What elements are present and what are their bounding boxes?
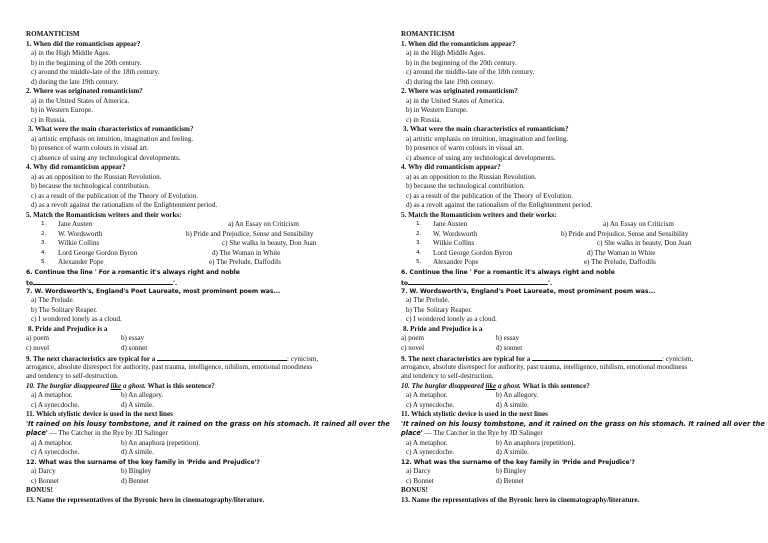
option: c) novel xyxy=(26,343,50,352)
question-9-line-3: and tendency to self-destruction. xyxy=(401,372,494,380)
question-10: 10. The burglar disappeared like a ghost. What is this sentence? xyxy=(401,381,590,390)
option: a) poem xyxy=(401,334,425,342)
option: c) A synecdoche. xyxy=(406,448,455,456)
option: c) as a result of the publication of the Theory of Evolution. xyxy=(31,191,198,200)
option: c) I wondered lonely as a cloud. xyxy=(406,315,497,323)
answer-blank xyxy=(408,277,548,285)
option: c) Bonnet xyxy=(406,476,434,485)
match-row xyxy=(401,258,753,268)
answer-blank xyxy=(157,353,287,361)
match-number: 5. xyxy=(41,259,47,265)
question-6: 6. Continue the line ' For a romantic it's always right and noble xyxy=(26,268,240,276)
question-4: 4. Why did romanticism appear? xyxy=(26,163,126,171)
option: c) Bonnet xyxy=(31,476,59,485)
match-number: 5. xyxy=(416,259,422,265)
option: d) as a revolt against the rationalism of the Enlightenment period. xyxy=(31,201,218,209)
option: a) in the United States of America. xyxy=(31,96,130,105)
question-13: 13. Name the representatives of the Byronic hero in cinematography/literature. xyxy=(401,495,640,504)
option: d) during the late 19th century. xyxy=(406,77,494,86)
option: b) An anaphora (repetition). xyxy=(121,438,201,447)
option: a) Darcy xyxy=(31,467,56,475)
option: a) artistic emphasis on intuition, imagination and feeling. xyxy=(31,134,194,143)
match-writer: Jane Austen xyxy=(58,220,93,228)
question-5: 5. Match the Romanticism writers and their works: xyxy=(26,210,182,219)
option: b) The Solitary Reaper. xyxy=(31,305,98,314)
bonus-heading: BONUS! xyxy=(26,486,53,494)
question-12: 12. What was the surname of the key family in 'Pride and Prejudice'? xyxy=(26,458,260,466)
option: a) as an opposition to the Russian Revolution. xyxy=(406,172,537,181)
option: d) as a revolt against the rationalism of the Enlightenment period. xyxy=(406,201,593,209)
match-number: 2. xyxy=(41,230,47,237)
quiz-title: ROMANTICISM xyxy=(26,30,80,38)
match-work: e) The Prelude, Daffodils xyxy=(209,258,281,266)
question-8: 8. Pride and Prejudice is a xyxy=(403,324,483,333)
match-number: 1. xyxy=(416,221,422,227)
option: d) sonnet xyxy=(121,343,148,352)
match-work: b) Pride and Prejudice, Sense and Sensibility xyxy=(561,229,689,238)
option: c) absence of using any technological developments. xyxy=(406,153,556,162)
option: b) Bingley xyxy=(496,467,527,475)
option: b) in Western Europe. xyxy=(406,106,468,114)
option: a) artistic emphasis on intuition, imagination and feeling. xyxy=(406,134,569,143)
question-9-line-2: arrogance, absolute disrespect for authority, past trauma, intelligence, nihilism, emotional moodiness xyxy=(401,362,688,371)
question-5: 5. Match the Romanticism writers and their works: xyxy=(401,210,557,219)
option: d) A simile. xyxy=(121,400,154,409)
match-work: a) An Essay on Criticism xyxy=(228,220,299,228)
question-7: 7. W. Wordsworth's, England's Poet Laureate, most prominent poem was... xyxy=(26,287,281,295)
match-row xyxy=(26,230,378,240)
option: c) novel xyxy=(401,343,425,352)
option: d) Bennet xyxy=(496,476,524,485)
question-11: 11. Which stylistic device is used in the next lines xyxy=(26,410,173,418)
option: c) I wondered lonely as a cloud. xyxy=(31,315,122,323)
question-9-line-3: and tendency to self-destruction. xyxy=(26,372,119,380)
match-work: a) An Essay on Criticism xyxy=(603,220,674,228)
option: a) A metaphor. xyxy=(406,391,448,399)
quote: 'It rained on his lousy tombstone, and it rained on the grass on his stomach. It rained all over the xyxy=(401,419,765,428)
question-11: 11. Which stylistic device is used in the next lines xyxy=(401,410,548,418)
option: c) as a result of the publication of the Theory of Evolution. xyxy=(406,191,573,200)
option: b) Bingley xyxy=(121,467,152,475)
quote-end: place' — The Catcher in the Rye by JD Salinger xyxy=(401,429,543,437)
option: b) in Western Europe. xyxy=(31,106,93,114)
option: c) absence of using any technological developments. xyxy=(31,153,181,162)
option: c) around the middle-late of the 18th century. xyxy=(406,68,535,76)
option: d) A simile. xyxy=(496,400,529,409)
question-8: 8. Pride and Prejudice is a xyxy=(28,324,108,333)
option: b) in the beginning of the 20th century. xyxy=(406,58,517,67)
match-writer: W. Wordsworth xyxy=(58,229,103,238)
question-9-line-2: arrogance, absolute disrespect for authority, past trauma, intelligence, nihilism, emotional moodiness xyxy=(26,362,313,371)
question-13: 13. Name the representatives of the Byronic hero in cinematography/literature. xyxy=(26,495,265,504)
option: b) because the technological contribution. xyxy=(406,182,525,190)
bonus-heading: BONUS! xyxy=(401,486,428,494)
option: b) because the technological contribution. xyxy=(31,182,150,190)
quiz-column-left xyxy=(26,30,390,505)
question-7: 7. W. Wordsworth's, England's Poet Laureate, most prominent poem was... xyxy=(401,287,656,295)
question-1: 1. When did the romanticism appear? xyxy=(401,39,516,48)
question-3: 3. What were the main characteristics of romanticism? xyxy=(28,125,194,133)
option: b) An allegory. xyxy=(496,391,539,399)
match-row xyxy=(26,258,378,268)
option: a) as an opposition to the Russian Revolution. xyxy=(31,172,162,181)
match-work: d) The Woman in White xyxy=(212,248,281,257)
option: d) Bennet xyxy=(121,476,149,485)
option: a) in the High Middle Ages. xyxy=(31,49,111,57)
match-number: 1. xyxy=(41,221,47,227)
option: c) A synecdoche. xyxy=(31,400,80,409)
option: b) essay xyxy=(496,334,520,342)
match-row xyxy=(401,239,753,249)
question-9: 9. The next characteristics are typical for a : cynicism, xyxy=(26,355,319,363)
question-10: 10. The burglar disappeared like a ghost. What is this sentence? xyxy=(26,381,215,390)
option: d) sonnet xyxy=(496,343,523,352)
match-writer: Wilkie Collins xyxy=(433,239,475,247)
question-12: 12. What was the surname of the key family in 'Pride and Prejudice'? xyxy=(401,458,635,466)
match-number: 4. xyxy=(41,249,47,256)
option: a) The Prelude. xyxy=(31,296,75,304)
match-work: d) The Woman in White xyxy=(587,248,656,257)
match-writer: Jane Austen xyxy=(433,220,468,228)
question-6-continuation: to '. xyxy=(26,277,378,287)
match-row xyxy=(401,249,753,259)
match-writer: Alexander Pope xyxy=(433,258,479,266)
question-2: 2. Where was originated romanticism? xyxy=(26,87,143,95)
answer-blank xyxy=(532,353,662,361)
option: a) The Prelude. xyxy=(406,296,450,304)
match-row xyxy=(26,249,378,259)
option: a) poem xyxy=(26,334,50,342)
question-3: 3. What were the main characteristics of romanticism? xyxy=(403,125,569,133)
match-work: c) She walks in beauty, Don Juan xyxy=(222,239,317,247)
quote-end: place' — The Catcher in the Rye by JD Salinger xyxy=(26,429,168,437)
match-number: 3. xyxy=(416,240,422,246)
option: a) A metaphor. xyxy=(31,391,73,399)
option: c) A synecdoche. xyxy=(31,448,80,456)
option: d) A simile. xyxy=(121,448,154,456)
match-row xyxy=(401,230,753,240)
option: c) A synecdoche. xyxy=(406,400,455,409)
match-work: e) The Prelude, Daffodils xyxy=(584,258,656,266)
match-writer: Wilkie Collins xyxy=(58,239,100,247)
option: b) presence of warm colours in visual art. xyxy=(31,144,149,152)
question-4: 4. Why did romanticism appear? xyxy=(401,163,501,171)
option: a) Darcy xyxy=(406,467,431,475)
option: b) An anaphora (repetition). xyxy=(496,438,576,447)
question-6-continuation: to '. xyxy=(401,277,753,287)
option: d) during the late 19th century. xyxy=(31,77,119,86)
option: b) essay xyxy=(121,334,145,342)
quiz-title: ROMANTICISM xyxy=(401,30,455,38)
match-row xyxy=(401,220,753,230)
match-row xyxy=(26,239,378,249)
question-2: 2. Where was originated romanticism? xyxy=(401,87,518,95)
match-number: 2. xyxy=(416,230,422,237)
option: b) in the beginning of the 20th century. xyxy=(31,58,142,67)
match-writer: Lord George Gordon Byron xyxy=(433,248,513,257)
question-9: 9. The next characteristics are typical for a : cynicism, xyxy=(401,355,694,363)
option: a) in the United States of America. xyxy=(406,96,505,105)
option: c) in Russia. xyxy=(406,115,442,124)
option: b) The Solitary Reaper. xyxy=(406,305,473,314)
match-work: b) Pride and Prejudice, Sense and Sensibility xyxy=(186,229,314,238)
match-row xyxy=(26,220,378,230)
question-6: 6. Continue the line ' For a romantic it's always right and noble xyxy=(401,268,615,276)
match-number: 4. xyxy=(416,249,422,256)
option: b) An allegory. xyxy=(121,391,164,399)
option: b) presence of warm colours in visual art. xyxy=(406,144,524,152)
match-work: c) She walks in beauty, Don Juan xyxy=(597,239,692,247)
option: c) in Russia. xyxy=(31,115,67,124)
match-writer: Lord George Gordon Byron xyxy=(58,248,138,257)
option: c) around the middle-late of the 18th century. xyxy=(31,68,160,76)
option: a) in the High Middle Ages. xyxy=(406,49,486,57)
quote: 'It rained on his lousy tombstone, and it rained on the grass on his stomach. It rained all over the xyxy=(26,419,390,428)
answer-blank xyxy=(33,277,173,285)
option: d) A simile. xyxy=(496,448,529,456)
match-writer: W. Wordsworth xyxy=(433,229,478,238)
quiz-column-right xyxy=(401,30,765,505)
option: a) A metaphor. xyxy=(31,438,73,447)
match-writer: Alexander Pope xyxy=(58,258,104,266)
question-1: 1. When did the romanticism appear? xyxy=(26,39,141,48)
match-number: 3. xyxy=(41,240,47,246)
option: a) A metaphor. xyxy=(406,438,448,447)
